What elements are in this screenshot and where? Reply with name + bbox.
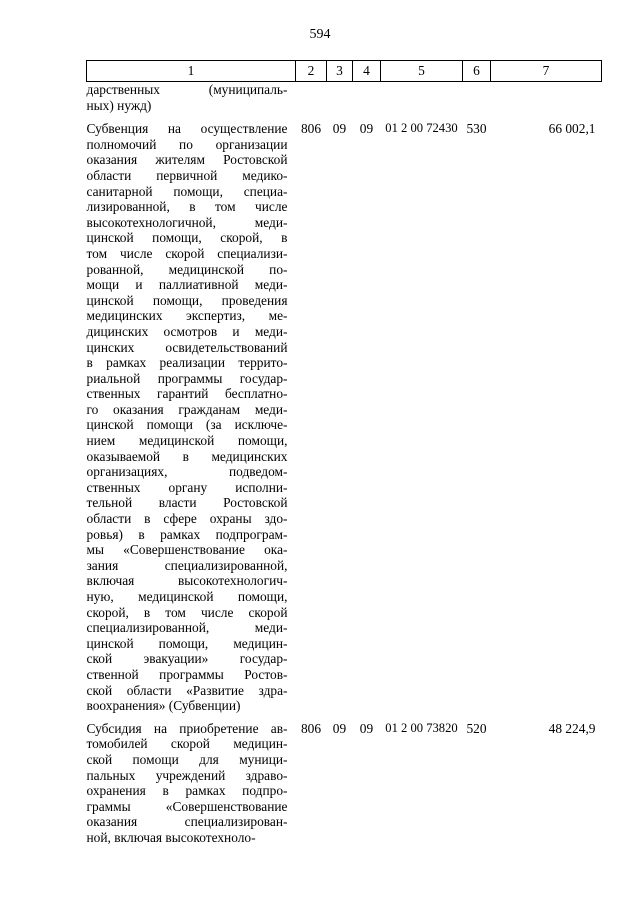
description-line: Субсидия на приобретение ав-	[86, 720, 288, 736]
description-cell	[87, 721, 296, 853]
description-line: дарственных (муниципаль-	[86, 82, 288, 97]
description-line: томобилей скорой медицин-	[86, 736, 288, 752]
description-line: том числе скорой специализи-	[86, 245, 288, 261]
description-line: тельной власти Ростовской	[86, 495, 288, 511]
target-article-cell: 01 2 00 72430	[385, 121, 458, 136]
description-line: высокотехнологичной, меди-	[86, 214, 288, 230]
subsection-code-cell	[353, 82, 381, 122]
description-line: рованной, медицинской по-	[86, 261, 288, 277]
amount-cell	[491, 82, 602, 122]
description-line: риальной программы государ-	[86, 370, 288, 386]
amount-cell: 66 002,1	[548, 121, 596, 137]
ministry-code-cell: 806	[300, 720, 322, 736]
description-line: зания специализированной,	[86, 557, 288, 573]
description-line: лизированной, в том числе	[86, 199, 288, 215]
ministry-code-cell	[296, 82, 327, 122]
budget-table	[86, 60, 602, 853]
target-article-cell: 01 2 00 73820	[385, 720, 458, 735]
description-line: цинской помощи, скорой, в	[86, 230, 288, 246]
table-row	[87, 121, 602, 721]
description-cell	[87, 121, 296, 721]
page-number: 594	[309, 27, 331, 42]
column-header-5: 5	[381, 61, 463, 82]
column-header-2: 2	[296, 61, 327, 82]
section-code-cell: 09	[332, 121, 347, 137]
amount-cell: 48 224,9	[548, 720, 596, 736]
expense-type-cell: 520	[466, 720, 487, 736]
column-number-header-row	[87, 61, 602, 82]
description-line: оказания жителям Ростовской	[86, 152, 288, 168]
description-line: охранения в рамках подпро-	[86, 783, 288, 799]
section-code-cell: 09	[332, 720, 347, 736]
column-header-4: 4	[353, 61, 381, 82]
column-header-3: 3	[327, 61, 353, 82]
expense-type-cell: 530	[466, 121, 487, 137]
description-line: медицинских экспертиз, ме-	[86, 308, 288, 324]
description-line: специализированной, меди-	[86, 620, 288, 636]
subsection-code-cell: 09	[359, 720, 374, 736]
description-cell	[87, 82, 296, 122]
column-header-7: 7	[491, 61, 602, 82]
description-line: граммы «Совершенствование	[86, 798, 288, 814]
table-row	[87, 82, 602, 122]
description-line: нием медицинской помощи,	[86, 433, 288, 449]
description-line: ской помощи для муници-	[86, 751, 288, 767]
description-line: цинской помощи, медицин-	[86, 635, 288, 651]
description-line: в рамках реализации террито-	[86, 355, 288, 371]
description-line: санитарной помощи, специа-	[86, 183, 288, 199]
description-line: ственной программы Ростов-	[86, 666, 288, 682]
description-line: ных) нужд)	[86, 97, 152, 113]
description-line: ную, медицинской помощи,	[86, 589, 288, 604]
description-line: цинской помощи, проведения	[86, 292, 288, 308]
description-line: ровья) в рамках подпрограм-	[86, 526, 288, 542]
description-line: Субвенция на осуществление	[86, 121, 288, 137]
description-line: пальных учреждений здраво-	[86, 767, 288, 783]
description-line: ской эвакуации» государ-	[86, 651, 288, 667]
subsection-code-cell: 09	[359, 121, 374, 137]
description-line: ственных органу исполни-	[86, 479, 288, 495]
description-line: области первичной медико-	[86, 167, 288, 183]
column-header-6: 6	[463, 61, 491, 82]
column-header-1: 1	[87, 61, 296, 82]
section-code-cell	[327, 82, 353, 122]
description-line: области в сфере охраны здо-	[86, 511, 288, 527]
description-line: цинских освидетельствований	[86, 339, 288, 355]
description-line: ной, включая высокотехноло-	[86, 829, 256, 845]
description-line: го оказания гражданам меди-	[86, 401, 288, 417]
description-line: воохранения» (Субвенции)	[86, 698, 241, 714]
description-line: ственных гарантий бесплатно-	[86, 386, 288, 402]
description-line: дицинских осмотров и меди-	[86, 323, 288, 339]
description-line: мы «Совершенствование ока-	[86, 542, 288, 558]
target-article-cell	[381, 82, 463, 122]
description-line: скорой, в том числе скорой	[86, 604, 288, 620]
description-line: включая высокотехнологич-	[86, 573, 288, 589]
description-line: мощи и паллиативной меди-	[86, 277, 288, 293]
expense-type-cell	[463, 82, 491, 122]
description-line: ской области «Развитие здра-	[86, 682, 288, 698]
ministry-code-cell: 806	[300, 121, 322, 137]
description-line: организациях, подведом-	[86, 464, 288, 480]
description-line: оказания специализирован-	[86, 814, 288, 830]
description-line: полномочий по организации	[86, 136, 288, 152]
table-row	[87, 721, 602, 853]
description-line: цинской помощи (за исключе-	[86, 417, 288, 433]
description-line: оказываемой в медицинских	[86, 448, 288, 464]
